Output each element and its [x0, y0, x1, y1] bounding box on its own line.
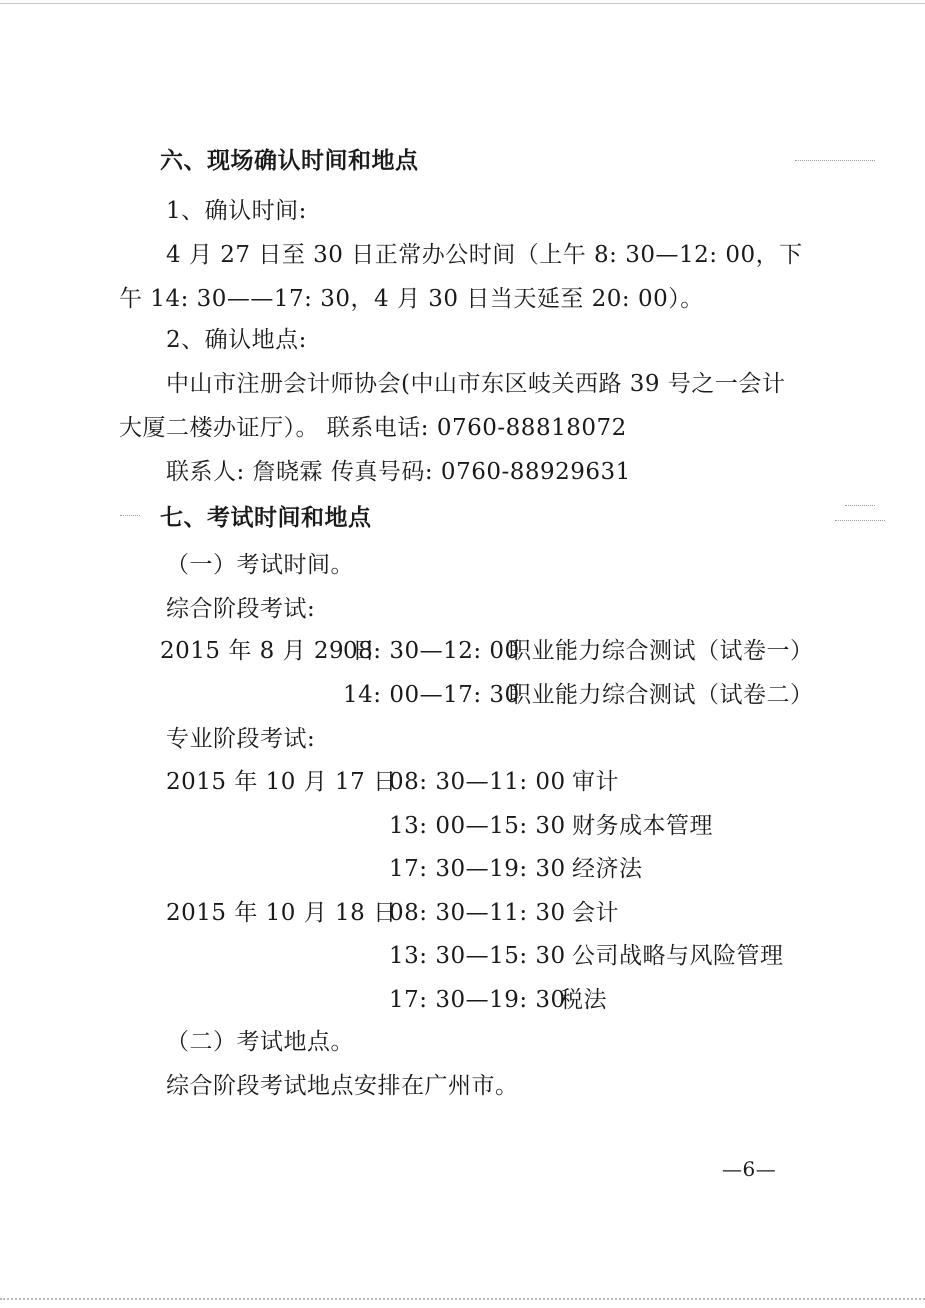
comprehensive-session-1-subject: 职业能力综合测试（试卷一）: [508, 638, 814, 664]
top-border-line: [0, 3, 925, 4]
comprehensive-session-1-time: 08: 30—12: 00: [343, 638, 520, 664]
comprehensive-stage-label: 综合阶段考试:: [166, 596, 316, 622]
scan-speck: [795, 160, 875, 162]
exam-time-subheading: （一）考试时间。: [166, 552, 354, 578]
professional-day-1-session-3-subject: 经济法: [572, 856, 643, 882]
exam-location-subheading: （二）考试地点。: [166, 1029, 354, 1055]
professional-day-1-session-2-subject: 财务成本管理: [572, 813, 713, 839]
professional-day-2-session-2-time: 13: 30—15: 30: [389, 943, 566, 969]
section-7-heading: 七、考试时间和地点: [160, 505, 372, 531]
confirm-time-text-line2: 午 14: 30——17: 30，4 月 30 日当天延至 20: 00）。: [119, 286, 704, 312]
scan-speck: [835, 520, 885, 522]
confirm-place-text-line1: 中山市注册会计师协会(中山市东区岐关西路 39 号之一会计: [166, 371, 786, 397]
professional-day-2-session-2-subject: 公司战略与风险管理: [572, 943, 784, 969]
professional-day-2-date: 2015 年 10 月 18 日: [166, 900, 397, 926]
professional-day-1-session-3-time: 17: 30—19: 30: [389, 856, 566, 882]
comprehensive-exam-date: 2015 年 8 月 29 日: [160, 638, 376, 664]
page-number: —6—: [722, 1157, 777, 1181]
scan-speck: [120, 515, 140, 517]
professional-day-1-date: 2015 年 10 月 17 日: [166, 769, 397, 795]
confirm-place-text-line2: 大厦二楼办证厅）。 联系电话: 0760-88818072: [119, 415, 627, 441]
comprehensive-session-2-time: 14: 00—17: 30: [343, 682, 520, 708]
confirm-time-label: 1、确认时间:: [166, 198, 307, 224]
section-6-heading: 六、现场确认时间和地点: [160, 148, 419, 174]
professional-day-2-session-3-subject: 税法: [560, 987, 607, 1013]
professional-day-1-session-2-time: 13: 00—15: 30: [389, 813, 566, 839]
confirm-place-label: 2、确认地点:: [166, 327, 307, 353]
professional-day-1-session-1-subject: 审计: [572, 769, 619, 795]
professional-day-2-session-1-time: 08: 30—11: 30: [389, 900, 566, 926]
professional-stage-label: 专业阶段考试:: [166, 726, 316, 752]
scan-speck: [845, 505, 875, 507]
professional-day-2-session-3-time: 17: 30—19: 30: [389, 987, 566, 1013]
comprehensive-session-2-subject: 职业能力综合测试（试卷二）: [508, 682, 814, 708]
scan-edge-noise: [0, 1298, 925, 1302]
confirm-time-text-line1: 4 月 27 日至 30 日正常办公时间（上午 8: 30—12: 00，下: [166, 242, 803, 268]
professional-day-1-session-1-time: 08: 30—11: 00: [389, 769, 566, 795]
exam-location-text: 综合阶段考试地点安排在广州市。: [166, 1073, 519, 1099]
professional-day-2-session-1-subject: 会计: [572, 900, 619, 926]
contact-person-line: 联系人: 詹晓霖 传真号码: 0760-88929631: [166, 459, 631, 485]
